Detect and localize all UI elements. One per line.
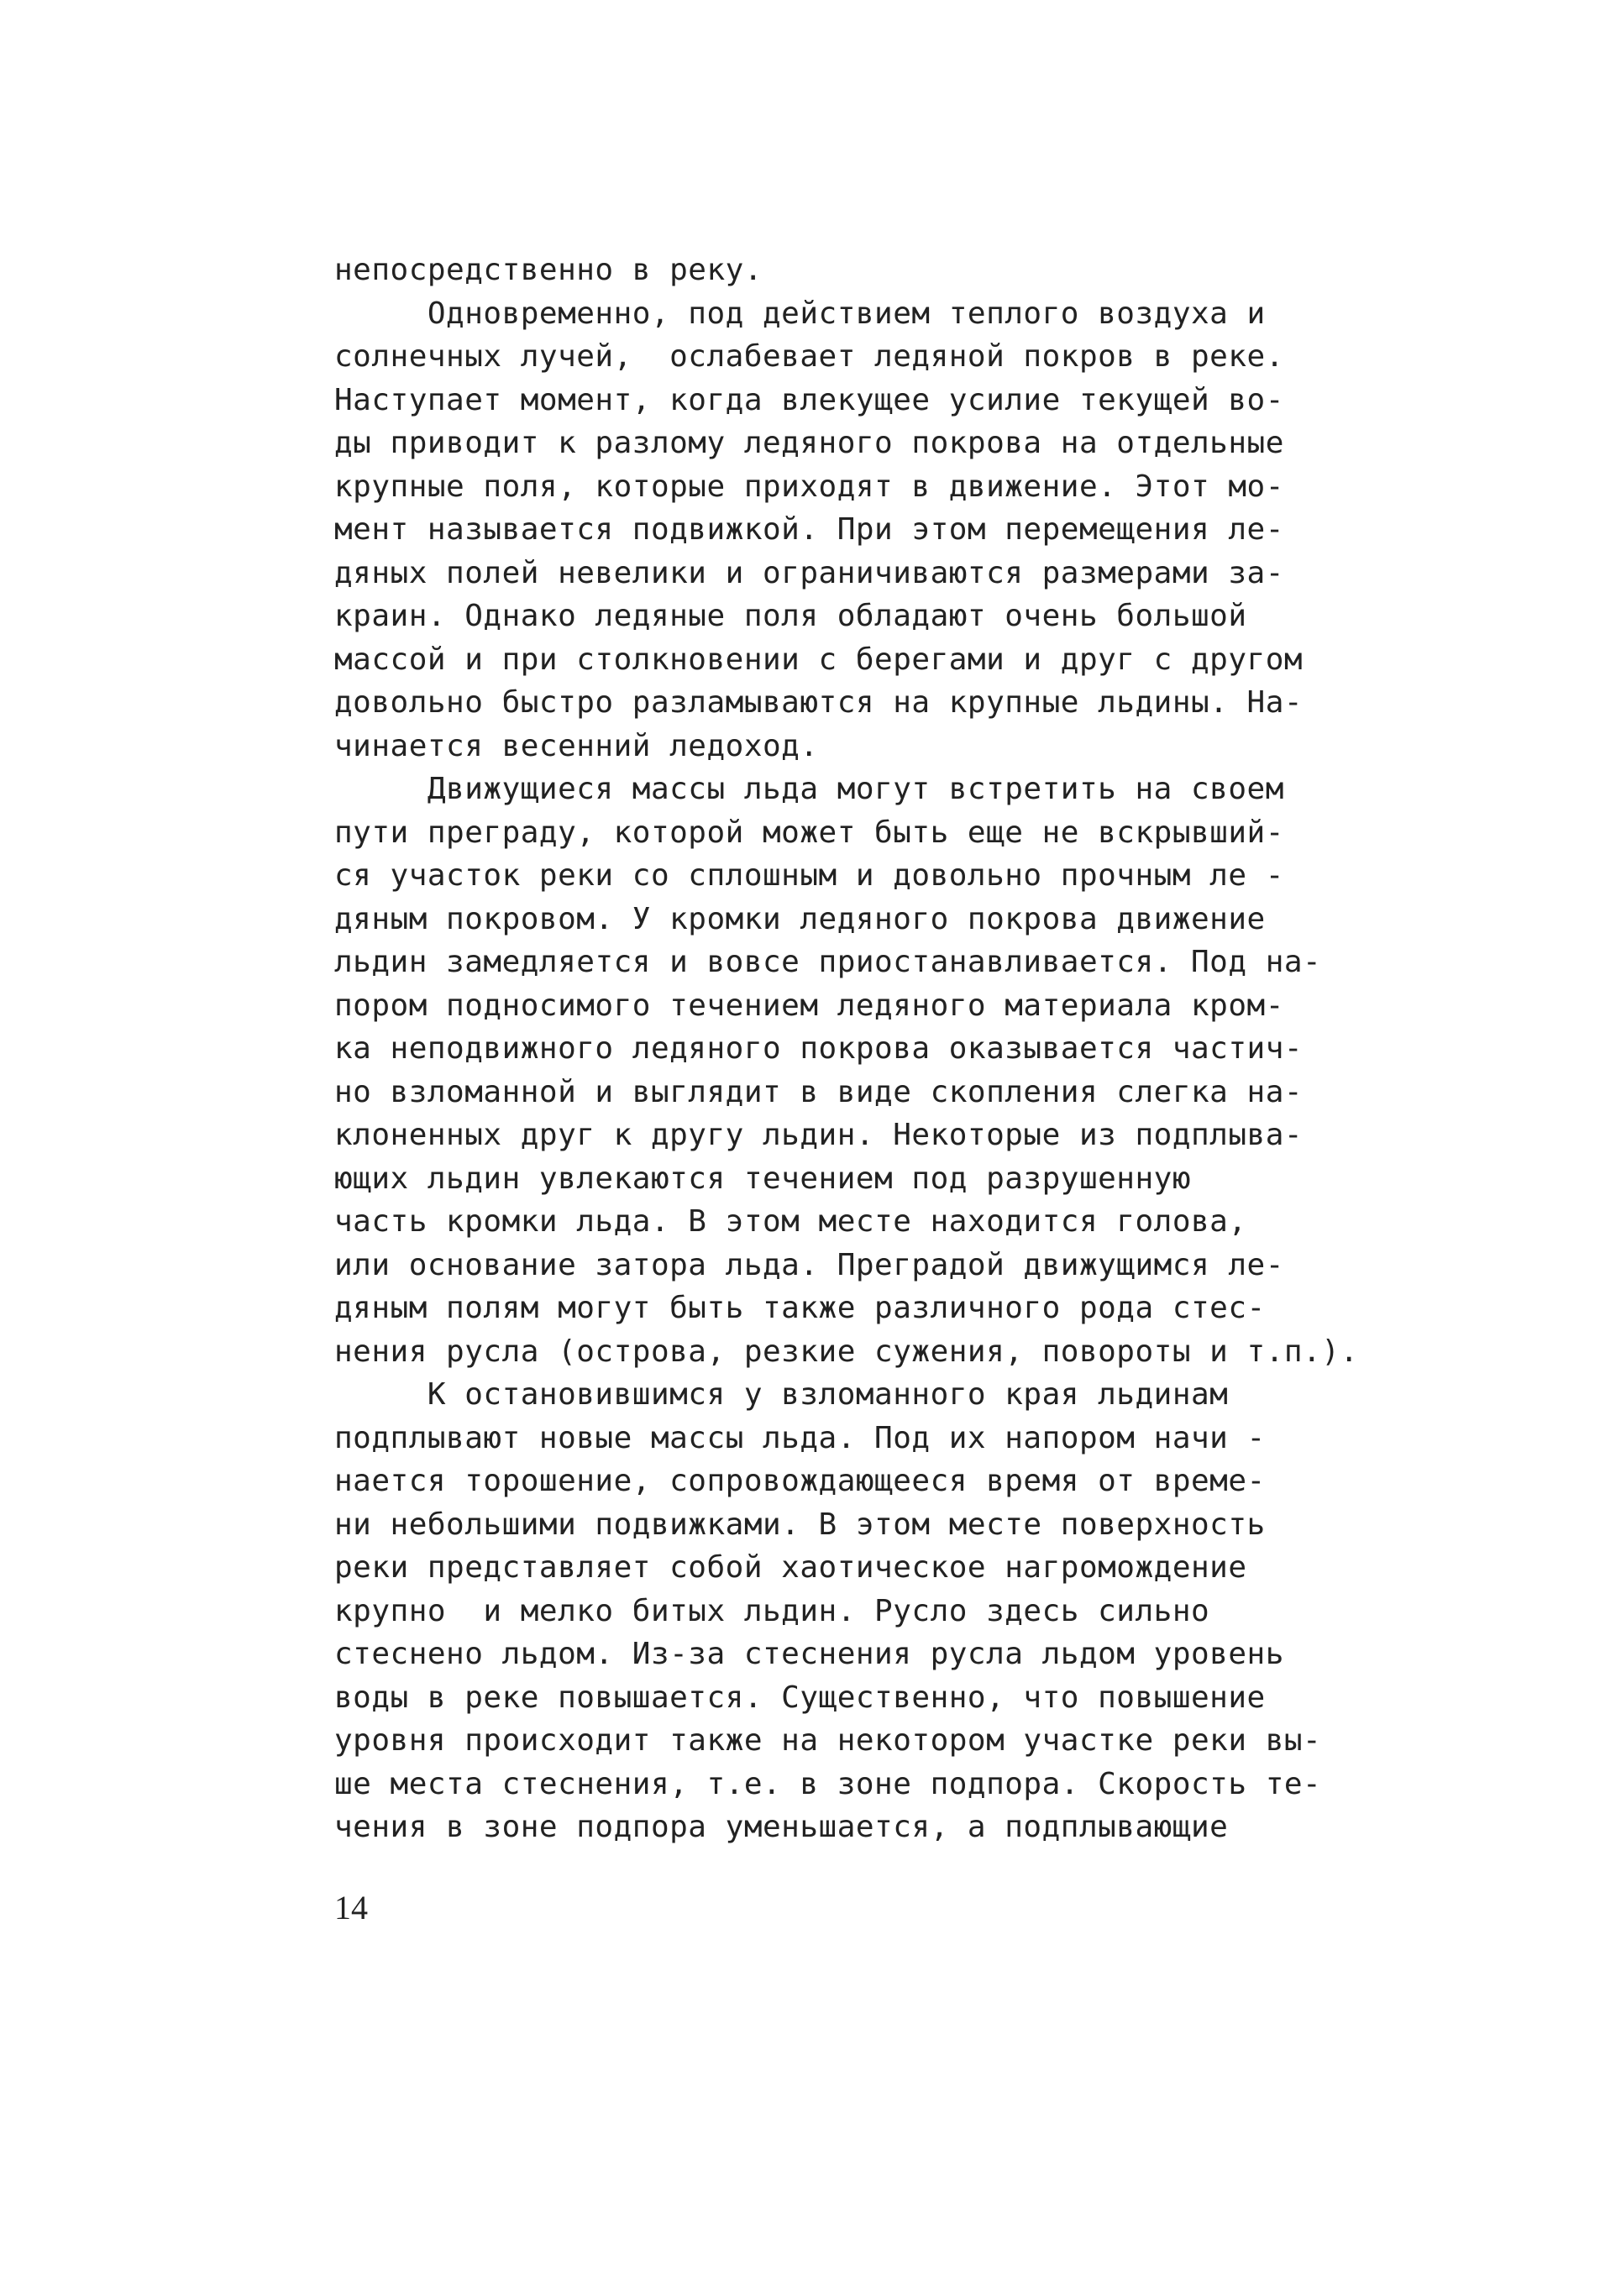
text-line: льдин замедляется и вовсе приостанавливается. Под на- [334,945,1322,979]
text-line: нения русла (острова, резкие сужения, повороты и т.п.). [334,1334,1359,1369]
text-line: часть кромки льда. В этом месте находится голова, [334,1204,1247,1239]
text-line: чения в зоне подпора уменьшается, а подплывающие [334,1810,1229,1844]
text-line: пором подносимого течением ледяного материала кром- [334,988,1284,1023]
text-line: довольно быстро разламываются на крупные льдины. На- [334,685,1304,720]
text-line: ся участок реки со сплошным и довольно прочным ле - [334,858,1284,893]
page-number: 14 [334,1889,368,1926]
text-line: Движущиеся массы льда могут встретить на своем [334,772,1284,806]
text-line: крупно и мелко битых льдин. Русло здесь сильно [334,1593,1210,1628]
text-line: непосредственно в реку. [334,253,763,287]
text-line: Наступает момент, когда влекущее усилие текущей во- [334,382,1284,417]
text-line: мент называется подвижкой. При этом перемещения ле- [334,512,1284,547]
text-line: подплывают новые массы льда. Под их напором начи - [334,1420,1266,1455]
text-line: ни небольшими подвижками. В этом месте поверхность [334,1507,1266,1542]
text-line: ды приводит к разлому ледяного покрова на отдельные [334,426,1284,460]
text-line: краин. Однако ледяные поля обладают очень большой [334,599,1247,633]
text-line: ше места стеснения, т.е. в зоне подпора. Скорость те- [334,1766,1322,1801]
text-line: клоненных друг к другу льдин. Некоторые из подплыва- [334,1118,1304,1152]
text-line: дяным полям могут быть также различного рода стес- [334,1291,1266,1325]
text-line: уровня происходит также на некотором участке реки вы- [334,1723,1322,1758]
text-line: массой и при столкновении с берегами и друг с другом [334,642,1304,677]
body-text [334,249,1426,1849]
text-line: стеснено льдом. Из-за стеснения русла льдом уровень [334,1637,1284,1671]
text-line: реки представляет собой хаотическое нагромождение [334,1550,1247,1585]
text-line: но взломанной и выглядит в виде скопления слегка на- [334,1074,1304,1109]
text-line: дяных полей невелики и ограничиваются размерами за- [334,555,1284,590]
text-line: чинается весенний ледоход. [334,728,819,763]
text-line: дяным покровом. У кромки ледяного покрова движение [334,901,1266,936]
text-line: ющих льдин увлекаются течением под разрушенную [334,1161,1191,1196]
text-line: нается торошение, сопровождающееся время от време- [334,1464,1266,1498]
text-line: солнечных лучей, ослабевает ледяной покров в реке. [334,339,1284,374]
text-line: ка неподвижного ледяного покрова оказывается частич- [334,1031,1304,1066]
text-line: крупные поля, которые приходят в движение. Этот мо- [334,469,1284,504]
text-line: воды в реке повышается. Существенно, что повышение [334,1680,1266,1715]
text-line: К остановившимся у взломанного края льдинам [334,1377,1229,1412]
text-line: пути преграду, которой может быть еще не вскрывший- [334,815,1284,850]
text-line: Одновременно, под действием теплого воздуха и [334,296,1266,331]
text-line: или основание затора льда. Преградой движущимся ле- [334,1247,1284,1282]
